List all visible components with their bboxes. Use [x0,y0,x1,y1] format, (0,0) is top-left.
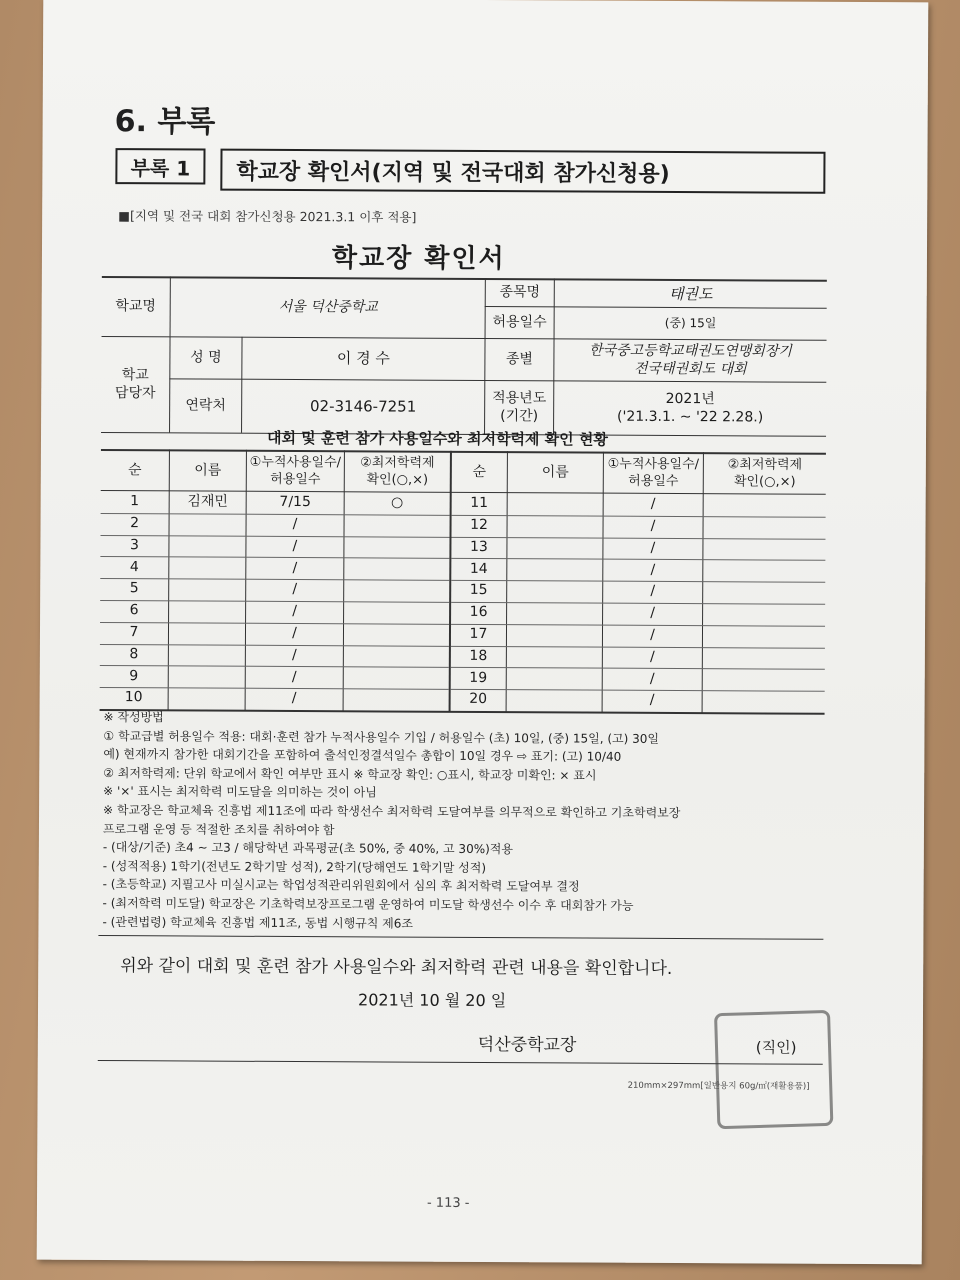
row-days-left: / [292,537,298,554]
row-number-right: 15 [469,582,488,599]
row-name-left [169,557,245,579]
row-academic-right [703,538,825,560]
confirmation-statement: 위와 같이 대회 및 훈련 참가 사용일수와 최저학력 관련 내용을 확인합니다. [120,956,673,979]
row-academic-left [344,688,449,710]
row-number-left: 7 [129,624,139,641]
row-name-right [507,580,602,602]
row-name-right [507,602,602,624]
note-line: - (대상/기준) 초4 ~ 고3 / 해당학년 과목평균(초 50%, 중 40%, 고 30%)적용 [102,840,514,857]
row-name-left [169,535,245,557]
note-line: 예) 현재까지 참가한 대회기간을 포함하여 출석인정결석일수 총합이 10일 경우 ⇨ 표기: (고) 10/40 [103,747,622,764]
row-academic-right [703,690,825,712]
row-name-left [169,688,245,710]
note-line: ※ 학교장은 학교체육 진흥법 제11조에 따라 학생선수 최저학력 도달여부를 의무적으로 확인하고 기초학력보장 [103,802,681,821]
row-academic-right [703,560,825,582]
row-days-right: / [650,539,656,556]
row-name-right [507,689,602,711]
school-value: 서울 덕산중학교 [278,299,378,316]
note-line: - (최저학력 미도달) 학교장은 기초학력보장프로그램 운영하여 미도달 학생선수 이수 후 대회참가 가능 [102,895,634,913]
header-days-left: ①누적사용일수/ 허용일수 [249,455,342,487]
row-name-left: 김재민 [187,493,228,510]
header-academic-left: ②최저학력제 확인(○,×) [360,455,435,488]
paper-spec: 210mm×297mm[일반용지 60g/㎡(재활용품)] [627,1080,810,1092]
note-line: ※ 작성방법 [103,710,164,725]
row-name-left [169,644,245,666]
event-label: 종별 [505,350,533,368]
row-academic-right [703,625,825,647]
school-label: 학교명 [115,298,157,315]
phone-value: 02-3146-7251 [309,397,417,416]
note-line: - (성적적용) 1학기(전년도 2학기말 성적), 2학기(당해연도 1학기말 성적) [102,858,487,875]
row-days-right: / [650,496,656,513]
page-number: - 113 - [426,1195,470,1211]
row-number-right: 14 [469,560,488,577]
row-name-left [169,579,245,601]
note-line: ① 학교급별 허용일수 적용: 대회·훈련 참가 누적사용일수 기입 / 허용일수 (초) 10일, (중) 15일, (고) 30일 [103,728,660,746]
year-value: 2021년 [665,390,715,408]
header-no-left: 순 [128,461,142,478]
row-number-right: 12 [470,516,489,533]
row-name-right [507,559,602,581]
row-number-left: 4 [129,558,139,575]
row-number-right: 20 [469,691,488,708]
row-academic-left [344,514,449,536]
usage-table-title: 대회 및 훈련 참가 사용일수와 최저학력제 확인 현황 [266,428,608,449]
header-days-right: ①누적사용일수/ 허용일수 [607,456,700,489]
row-days-left: / [292,581,298,598]
row-academic-left [344,558,449,580]
row-number-right: 11 [470,495,489,512]
note-line: - (초등학교) 지필고사 미실시교는 학업성적관리위원회에서 심의 후 최저학력 도달여부 결정 [102,877,580,894]
manager-name-value: 이 경 수 [336,349,390,368]
row-academic-right [704,494,826,516]
row-days-right: / [650,583,656,600]
row-academic-left [344,623,449,645]
row-number-right: 19 [469,669,488,686]
document-title: 학교장 확인서 [331,243,506,275]
row-days-right: / [650,605,655,622]
row-number-left: 2 [130,515,140,532]
contact-group-label: 학교 담당자 [114,367,156,401]
row-days-left: / [291,668,297,685]
appendix-label: 부록 1 [115,148,205,184]
event-value: 한국중고등학교태권도연맹회장기 전국태권회도 대회 [588,342,792,377]
row-academic-right [703,516,825,538]
row-name-right [507,646,602,668]
row-number-left: 5 [129,580,139,597]
row-academic-left [344,645,449,667]
note-line: 프로그램 운영 등 적절한 조치를 취하여야 함 [102,821,335,837]
row-days-right: / [650,561,656,578]
header-name-right: 이름 [541,464,569,481]
note-line: ※ '×' 표시는 최저학력 미도달을 의미하는 것이 아님 [103,784,377,800]
allowed-days-value: (중) 15일 [664,315,717,331]
seal-label: (직인) [755,1038,797,1057]
row-number-left: 8 [129,645,139,662]
appendix-title: 학교장 확인서(지역 및 전국대회 참가신청용) [220,149,825,194]
row-academic-right [703,669,825,691]
writing-instructions [102,708,681,934]
name-label: 성 명 [190,349,222,366]
row-days-right: / [650,626,655,643]
row-days-right: / [649,692,655,709]
row-name-left [169,622,245,644]
form-subheading: ■[지역 및 전국 대회 참가신청용 2021.3.1 이후 적용] [118,208,417,225]
row-academic-left [344,601,449,623]
row-name-right [507,668,602,690]
official-seal [714,1010,833,1129]
row-academic-left [344,579,449,601]
row-name-right [507,537,602,559]
row-academic-right [703,581,825,603]
header-academic-right: ②최저학력제 확인(○,×) [727,457,803,490]
section-title: 6. 부록 [114,104,216,140]
principal-name: 덕산중학교장 [477,1034,577,1056]
confirmation-date: 2021년 10 월 20 일 [358,990,507,1011]
row-academic-right [703,603,825,625]
row-days-right: / [649,648,655,665]
header-name-left: 이름 [194,462,222,479]
row-number-right: 13 [469,538,488,555]
row-name-left [169,513,245,535]
row-number-left: 6 [129,602,139,619]
row-name-right [507,515,602,537]
note-line: - (관련법령) 학교체육 진흥법 제11조, 동법 시행규칙 제6조 [102,914,414,931]
row-name-right [508,493,603,515]
row-days-left: / [292,624,297,641]
note-line: ② 최저학력제: 단위 학교에서 확인 여부만 표시 ※ 학교장 확인: ○표시, 학교장 미확인: × 표시 [103,765,597,783]
row-days-left: / [292,559,298,576]
row-name-left [169,666,245,688]
allowed-days-label: 허용일수 [492,313,547,331]
row-academic-left: ○ [391,494,404,511]
row-days-right: / [649,670,655,687]
row-number-left: 9 [129,667,139,684]
row-number-left: 3 [129,536,139,553]
sport-label: 종목명 [499,284,541,301]
row-days-left: / [292,515,298,532]
row-days-left: / [291,646,297,663]
row-number-left: 1 [130,493,140,510]
phone-label: 연락처 [185,397,227,414]
row-days-left: / [292,603,298,620]
header-no-right: 순 [472,463,487,480]
sport-value: 태권도 [668,284,713,303]
row-days-right: / [650,517,656,534]
year-label: 적용년도 (기간) [492,390,547,424]
period-value: ('21.3.1. ~ '22 2.28.) [617,408,764,425]
row-name-right [507,624,602,646]
row-academic-right [703,647,825,669]
document-page [37,0,929,1264]
row-academic-left [344,667,449,689]
row-academic-left [344,536,449,558]
row-number-left: 10 [124,689,143,706]
row-days-left: 7/15 [279,494,311,511]
row-number-right: 16 [469,604,488,621]
row-days-left: / [291,690,297,707]
row-number-right: 18 [469,647,488,664]
row-name-left [169,600,245,622]
row-number-right: 17 [469,625,488,642]
